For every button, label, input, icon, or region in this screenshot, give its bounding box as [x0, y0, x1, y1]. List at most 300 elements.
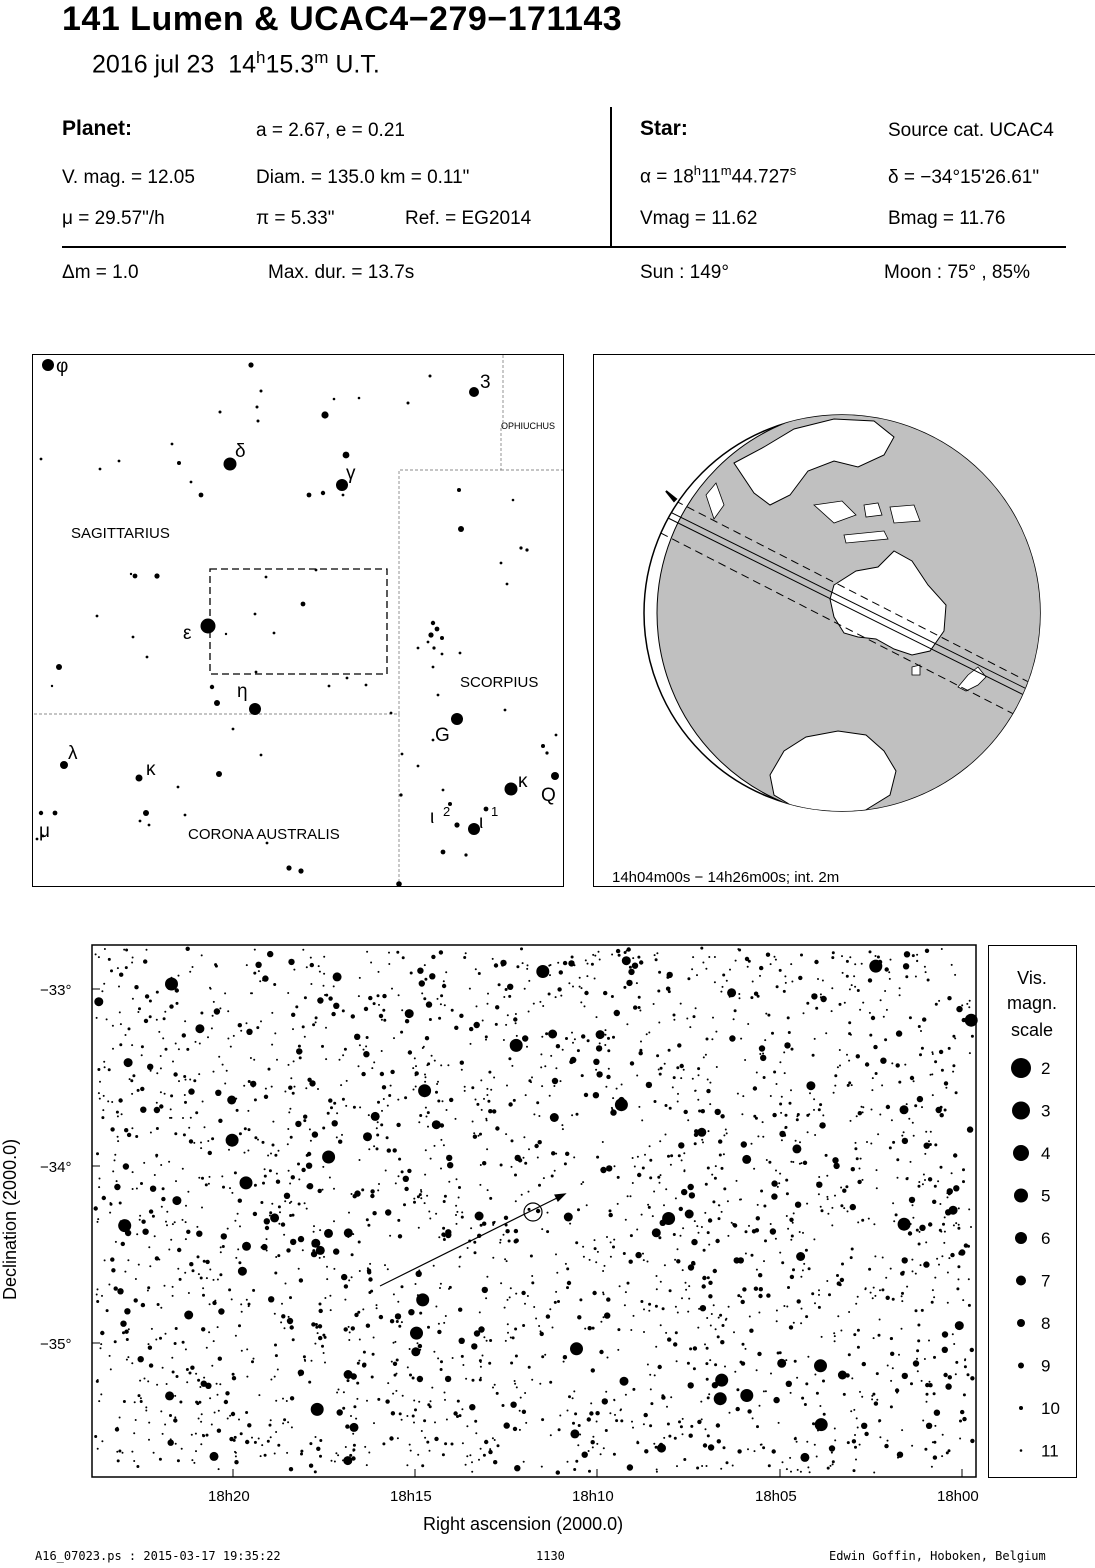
field-star	[184, 1101, 187, 1104]
field-star	[218, 1410, 220, 1412]
field-star	[892, 1141, 895, 1144]
field-star	[158, 1031, 160, 1033]
field-star	[108, 958, 111, 961]
field-star	[456, 1223, 458, 1225]
field-star	[103, 1095, 105, 1097]
field-star	[925, 1383, 929, 1387]
field-star	[919, 1225, 925, 1231]
field-star	[844, 1002, 846, 1004]
field-star	[186, 1048, 189, 1051]
field-star	[602, 1141, 604, 1143]
field-star	[267, 951, 273, 957]
field-star	[838, 1371, 847, 1380]
field-star	[102, 1196, 106, 1200]
field-star	[429, 1018, 432, 1021]
field-star	[116, 1180, 118, 1182]
field-star	[446, 1419, 448, 1421]
field-star	[910, 1382, 913, 1385]
field-star	[756, 1369, 758, 1371]
field-star	[415, 1065, 417, 1067]
field-star	[747, 1409, 751, 1413]
star-vmag: Vmag = 11.62	[640, 208, 758, 229]
field-star	[170, 1094, 173, 1097]
field-star	[969, 1000, 971, 1002]
field-star	[726, 980, 728, 982]
field-star	[403, 1203, 406, 1206]
field-star	[116, 1427, 118, 1429]
field-star	[629, 1260, 633, 1264]
field-star	[759, 966, 763, 970]
field-star	[586, 1204, 588, 1206]
field-star	[359, 1339, 361, 1341]
field-star	[577, 1315, 581, 1319]
field-star	[480, 1377, 482, 1379]
field-star	[739, 997, 741, 999]
field-star	[620, 1409, 622, 1411]
x-tick-18h10: 18h10	[572, 1488, 614, 1505]
field-star	[440, 1283, 442, 1285]
field-star	[248, 1303, 251, 1306]
field-star	[669, 1107, 672, 1110]
field-star	[923, 1174, 925, 1176]
field-star	[686, 1018, 688, 1020]
field-star	[475, 968, 477, 970]
field-star	[915, 976, 917, 978]
field-star	[164, 1424, 166, 1426]
field-star	[926, 1393, 929, 1396]
field-star	[564, 1213, 573, 1222]
field-star	[524, 1392, 526, 1394]
field-star	[674, 1259, 676, 1261]
field-star	[673, 1019, 675, 1021]
field-star	[291, 1013, 295, 1017]
field-star	[267, 1440, 270, 1443]
field-star	[639, 1010, 641, 1012]
field-star	[498, 983, 501, 986]
field-star	[413, 1422, 415, 1424]
field-star	[461, 1408, 463, 1410]
field-star	[482, 1161, 486, 1165]
field-star	[943, 1242, 945, 1244]
field-star	[865, 1062, 869, 1066]
field-star	[596, 1030, 605, 1039]
field-star	[762, 1446, 765, 1449]
field-star	[873, 1045, 877, 1049]
field-star	[779, 1173, 781, 1175]
field-star	[715, 1109, 721, 1115]
field-star	[805, 1315, 808, 1318]
constellation-boundaries	[33, 355, 563, 886]
field-star	[312, 1243, 316, 1247]
field-star	[185, 1205, 187, 1207]
field-star	[329, 1177, 331, 1179]
field-star	[206, 1347, 208, 1349]
field-star	[940, 1106, 943, 1109]
field-star	[200, 1443, 202, 1445]
field-star	[665, 1104, 668, 1107]
field-star	[479, 1378, 482, 1381]
field-star	[248, 1080, 251, 1083]
field-star	[607, 1357, 609, 1359]
field-star	[839, 1003, 842, 1006]
field-star	[561, 1124, 563, 1126]
field-star	[238, 1261, 241, 1264]
field-star	[565, 1152, 569, 1156]
field-star	[266, 1238, 268, 1240]
field-star	[658, 1236, 661, 1239]
magnitude-label: 9	[1041, 1356, 1051, 1376]
field-star	[680, 1425, 683, 1428]
field-star	[605, 1034, 607, 1036]
field-star	[175, 1327, 178, 1330]
field-star	[441, 1232, 445, 1236]
field-star	[697, 1128, 706, 1137]
field-star	[539, 1383, 541, 1385]
field-star	[791, 1235, 794, 1238]
field-star	[817, 1430, 819, 1432]
field-star	[482, 1020, 484, 1022]
field-star	[697, 1099, 699, 1101]
field-star	[444, 1004, 446, 1006]
field-star	[117, 1115, 119, 1117]
field-star	[511, 1166, 513, 1168]
field-star	[229, 1187, 231, 1189]
field-star	[412, 1377, 415, 1380]
field-star	[134, 1298, 138, 1302]
field-star	[864, 1432, 868, 1436]
field-star	[744, 1059, 746, 1061]
field-star	[201, 1207, 203, 1209]
field-star	[178, 1080, 180, 1082]
field-star	[318, 1189, 322, 1193]
field-star	[264, 1454, 267, 1457]
field-star	[924, 1153, 926, 1155]
field-star	[606, 1075, 610, 1079]
field-star	[262, 1141, 265, 1144]
field-star	[396, 1320, 399, 1323]
field-star	[717, 1335, 720, 1338]
field-star	[316, 1246, 325, 1255]
field-star	[326, 1266, 328, 1268]
field-star	[531, 1379, 533, 1381]
field-star	[639, 1049, 642, 1052]
field-star	[576, 1113, 579, 1116]
field-star	[940, 1113, 944, 1117]
field-star	[417, 1376, 423, 1382]
field-star	[447, 1162, 453, 1168]
field-star	[951, 1172, 953, 1174]
field-star	[630, 1234, 633, 1237]
field-star	[675, 1306, 677, 1308]
field-star	[701, 1418, 703, 1420]
field-star	[449, 1098, 453, 1102]
field-star	[438, 1323, 440, 1325]
field-star	[916, 1229, 919, 1232]
field-star	[251, 1437, 253, 1439]
field-star	[430, 1158, 432, 1160]
field-star	[213, 1001, 215, 1003]
field-star	[770, 1228, 776, 1234]
field-star	[907, 1177, 909, 1179]
field-star	[200, 1147, 202, 1149]
field-star	[224, 1083, 226, 1085]
field-star	[103, 983, 105, 985]
field-star	[594, 955, 596, 957]
field-star	[388, 1094, 391, 1097]
field-star	[677, 1043, 681, 1047]
field-star	[761, 1444, 763, 1446]
field-star	[653, 1191, 655, 1193]
planet-vmag: V. mag. = 12.05	[62, 167, 195, 188]
field-star	[359, 1159, 361, 1161]
label-kappa-cra: κ	[146, 759, 156, 780]
field-star	[592, 1291, 596, 1295]
field-star	[541, 1036, 543, 1038]
field-star	[211, 1424, 213, 1426]
field-star	[740, 1389, 753, 1402]
field-star	[636, 1229, 638, 1231]
field-star	[344, 1299, 346, 1301]
field-star	[688, 1382, 694, 1388]
field-star	[287, 1318, 293, 1324]
field-star	[742, 1287, 746, 1291]
field-star	[970, 1376, 974, 1380]
field-star	[968, 1278, 970, 1280]
field-star	[837, 1066, 839, 1068]
field-star	[708, 1130, 710, 1132]
field-star	[184, 1020, 186, 1022]
field-star	[322, 1151, 335, 1164]
field-star	[588, 1326, 592, 1330]
field-star	[706, 1317, 708, 1319]
field-star	[872, 1297, 874, 1299]
field-star	[658, 1365, 662, 1369]
field-star	[224, 1400, 228, 1404]
field-star	[235, 1335, 237, 1337]
field-star	[299, 1278, 303, 1282]
field-star	[134, 1401, 136, 1403]
field-star	[99, 1098, 101, 1100]
field-star	[238, 1023, 242, 1027]
field-star	[766, 953, 770, 957]
field-star	[125, 949, 128, 952]
field-star	[960, 1410, 964, 1414]
field-star	[551, 1175, 554, 1178]
field-star	[611, 1108, 613, 1110]
field-star	[857, 1180, 861, 1184]
field-star	[395, 1182, 397, 1184]
field-star	[99, 1178, 101, 1180]
field-star	[715, 1165, 717, 1167]
field-star	[538, 1325, 540, 1327]
field-star	[363, 1132, 372, 1141]
field-star	[117, 1140, 119, 1142]
field-star	[319, 1229, 321, 1231]
field-star	[218, 1468, 220, 1470]
field-star	[342, 1009, 345, 1012]
field-star	[155, 1339, 157, 1341]
field-star	[302, 949, 304, 951]
field-star	[207, 1036, 209, 1038]
field-star	[846, 1054, 848, 1056]
field-star	[324, 1297, 326, 1299]
field-star	[353, 1450, 355, 1452]
field-star	[440, 1139, 442, 1141]
field-star	[548, 993, 551, 996]
field-star	[136, 1233, 138, 1235]
field-star	[786, 1306, 788, 1308]
field-star	[117, 967, 119, 969]
field-star	[296, 1048, 302, 1054]
field-star	[924, 1143, 930, 1149]
field-star	[660, 1174, 662, 1176]
field-star	[609, 1213, 613, 1217]
field-star	[544, 1065, 546, 1067]
field-star	[149, 1015, 152, 1018]
field-star	[762, 1136, 764, 1138]
field-star	[702, 1141, 704, 1143]
field-star	[217, 1326, 219, 1328]
field-star	[513, 1099, 516, 1102]
field-star	[660, 1324, 662, 1326]
field-star	[324, 1362, 326, 1364]
field-star	[199, 1043, 201, 1045]
field-star	[901, 1300, 903, 1302]
field-star	[419, 1349, 421, 1351]
field-star	[632, 1388, 635, 1391]
field-star	[572, 1422, 575, 1425]
field-star	[682, 1227, 684, 1229]
field-star	[603, 1447, 605, 1449]
field-star	[295, 1121, 301, 1127]
field-star	[944, 1216, 946, 1218]
field-star	[147, 1380, 149, 1382]
field-star	[589, 1411, 593, 1415]
field-star	[689, 1026, 691, 1028]
field-star	[705, 968, 707, 970]
label-delta: δ	[235, 441, 246, 462]
field-star	[947, 1272, 949, 1274]
field-star	[792, 1268, 795, 1271]
field-star	[274, 1344, 277, 1347]
field-star	[729, 996, 731, 998]
field-star	[217, 1394, 219, 1396]
field-star	[361, 1188, 364, 1191]
field-star	[437, 1330, 441, 1334]
field-star	[680, 1003, 682, 1005]
field-star	[537, 1157, 539, 1159]
field-star	[261, 1244, 267, 1250]
field-star	[309, 1442, 312, 1445]
magnitude-label: 3	[1041, 1101, 1051, 1121]
field-star	[652, 1228, 661, 1237]
field-star	[567, 1461, 569, 1463]
field-star	[520, 947, 523, 950]
field-star	[254, 1136, 257, 1139]
field-star	[763, 1260, 765, 1262]
field-star	[784, 1072, 786, 1074]
field-star	[676, 1066, 679, 1069]
field-star	[511, 1065, 513, 1067]
field-star	[217, 1279, 219, 1281]
field-star	[420, 1189, 422, 1191]
field-star	[426, 1001, 432, 1007]
field-star	[353, 1405, 356, 1408]
field-star	[106, 1018, 108, 1020]
delta-magnitude: Δm = 1.0	[62, 262, 139, 283]
field-star	[559, 1415, 561, 1417]
field-star	[164, 1285, 166, 1287]
field-star	[958, 1207, 960, 1209]
field-star	[319, 971, 321, 973]
field-star	[144, 1019, 148, 1023]
field-star	[219, 1383, 221, 1385]
field-star	[705, 1362, 708, 1365]
field-star	[934, 1143, 937, 1146]
field-star	[667, 987, 670, 990]
field-star	[186, 1381, 188, 1383]
field-star	[752, 1417, 754, 1419]
field-star	[738, 993, 740, 995]
field-star	[345, 1446, 347, 1448]
field-star	[549, 974, 551, 976]
field-star	[188, 1292, 190, 1294]
field-star	[409, 1348, 411, 1350]
field-star	[745, 1230, 748, 1233]
field-star	[677, 1312, 679, 1314]
field-star	[920, 1030, 922, 1032]
field-star	[506, 1085, 508, 1087]
magnitude-label: 11	[1041, 1441, 1059, 1461]
field-star	[190, 1117, 192, 1119]
field-star	[632, 1182, 634, 1184]
field-star	[507, 1299, 509, 1301]
field-star	[376, 1304, 378, 1306]
field-star	[860, 1158, 862, 1160]
field-star	[948, 1047, 951, 1050]
field-star	[905, 975, 908, 978]
field-star	[695, 1090, 697, 1092]
field-star	[831, 1452, 833, 1454]
field-star	[683, 1152, 685, 1154]
field-star	[309, 1464, 313, 1468]
field-star	[135, 1419, 137, 1421]
field-star	[723, 1134, 725, 1136]
field-star	[424, 1074, 426, 1076]
field-star	[132, 1074, 135, 1077]
field-star	[214, 1008, 220, 1014]
field-star	[98, 1400, 100, 1402]
field-star	[368, 1452, 370, 1454]
field-star	[922, 1017, 926, 1021]
field-star	[543, 1177, 545, 1179]
field-star	[349, 1331, 351, 1333]
field-star	[550, 1055, 552, 1057]
field-star	[456, 1178, 458, 1180]
field-star	[132, 957, 134, 959]
field-star	[504, 1216, 508, 1220]
field-star	[424, 1174, 426, 1176]
field-star	[96, 1300, 99, 1303]
field-star	[332, 1120, 338, 1126]
field-star	[242, 1242, 251, 1251]
field-star	[719, 1154, 722, 1157]
field-star	[487, 993, 489, 995]
field-star	[291, 1426, 293, 1428]
field-star	[927, 979, 930, 982]
field-star	[398, 1325, 401, 1328]
field-star	[148, 1246, 150, 1248]
